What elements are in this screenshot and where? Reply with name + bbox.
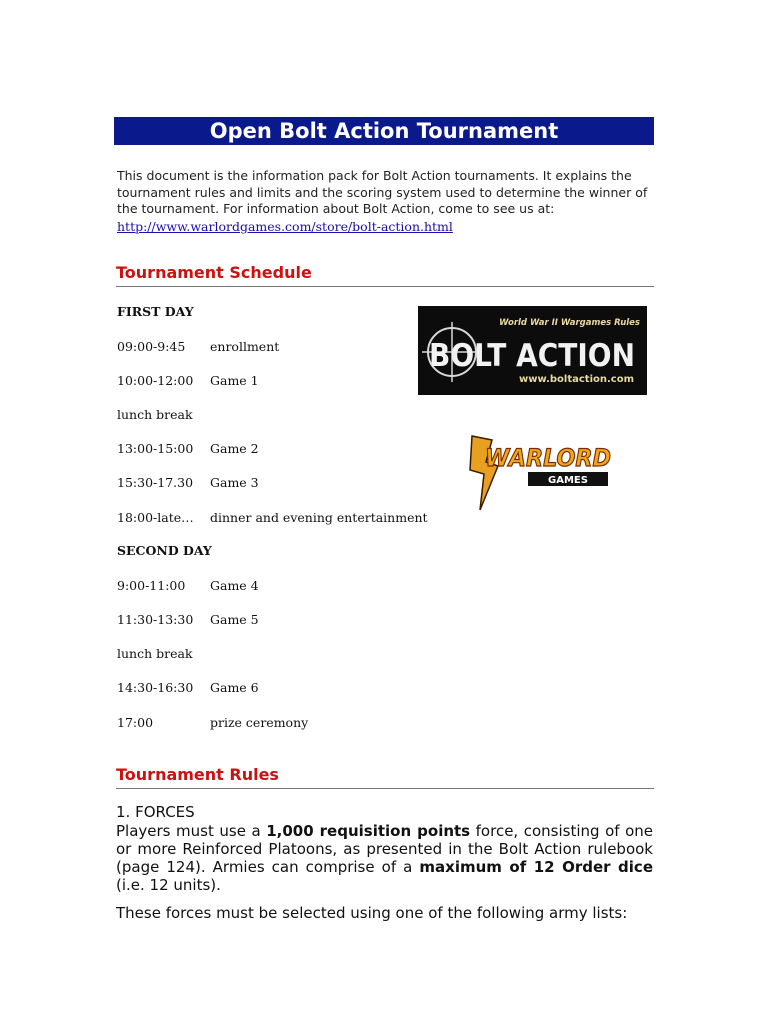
schedule-row (117, 339, 279, 355)
schedule-row (117, 578, 259, 594)
schedule-event: Game 1 (210, 373, 259, 388)
schedule-row (117, 373, 259, 389)
schedule-time: 9:00-11:00 (117, 578, 186, 593)
bolt-action-logo (418, 306, 647, 395)
army-lists-paragraph: These forces must be selected using one of the following army lists: (116, 904, 628, 922)
schedule-row (117, 612, 259, 628)
schedule-event: Game 6 (210, 680, 259, 695)
bolt-logo-tagline: World War II Wargames Rules (499, 318, 640, 328)
schedule-row (117, 510, 428, 526)
forces-paragraph (116, 822, 653, 894)
forces-text-e: (i.e. 12 units). (116, 876, 221, 894)
bolt-action-store-link[interactable]: http://www.warlordgames.com/store/bolt-action.html (117, 218, 453, 234)
schedule-row (117, 680, 259, 696)
rules-heading: Tournament Rules (116, 764, 654, 789)
schedule-break: lunch break (117, 646, 193, 661)
intro-text: This document is the information pack for Bolt Action tournaments. It explains the tournament rules and limits and the scoring system used to determine the winner of the tournament. For information about Bolt Action, come to see us at: (117, 168, 648, 216)
forces-order-dice: maximum of 12 Order dice (419, 858, 653, 876)
page-title: Open Bolt Action Tournament (114, 117, 654, 145)
bolt-logo-url: www.boltaction.com (519, 374, 634, 385)
schedule-row (117, 646, 193, 662)
schedule-time: 13:00-15:00 (117, 441, 194, 456)
schedule-time: 11:30-13:30 (117, 612, 194, 627)
schedule-event: Game 3 (210, 475, 259, 490)
warlord-games-logo (462, 430, 614, 512)
intro-paragraph (117, 168, 657, 235)
schedule-event: prize ceremony (210, 715, 309, 730)
schedule-row (117, 407, 193, 423)
schedule-break: lunch break (117, 407, 193, 422)
schedule-row (117, 475, 259, 491)
schedule-time: 17:00 (117, 715, 154, 730)
schedule-event: Game 5 (210, 612, 259, 627)
bolt-logo-wordmark: BOLT ACTION (429, 338, 635, 374)
forces-text-a: Players must use a (116, 822, 267, 840)
schedule-row (117, 715, 308, 731)
schedule-event: Game 2 (210, 441, 259, 456)
first-day-label: FIRST DAY (117, 304, 194, 319)
forces-points: 1,000 requisition points (266, 822, 471, 840)
schedule-time: 15:30-17.30 (117, 475, 194, 490)
schedule-event: enrollment (210, 339, 280, 354)
forces-text-c: force, consisting of one or more Reinforced Platoons, as presented in the Bolt Action rulebook (page 124). Armies can comprise of a (116, 822, 653, 876)
schedule-row (117, 441, 259, 457)
schedule-time: 09:00-9:45 (117, 339, 186, 354)
second-day-label: SECOND DAY (117, 543, 212, 558)
schedule-time: 10:00-12:00 (117, 373, 194, 388)
warlord-logo-sub: GAMES (548, 475, 588, 486)
schedule-heading: Tournament Schedule (116, 262, 654, 287)
forces-subheading: 1. FORCES (116, 803, 195, 821)
schedule-time: 18:00-late… (117, 510, 194, 525)
schedule-time: 14:30-16:30 (117, 680, 194, 695)
schedule-event: dinner and evening entertainment (210, 510, 428, 525)
warlord-logo-wordmark: WARLORD (485, 444, 611, 472)
schedule-event: Game 4 (210, 578, 259, 593)
